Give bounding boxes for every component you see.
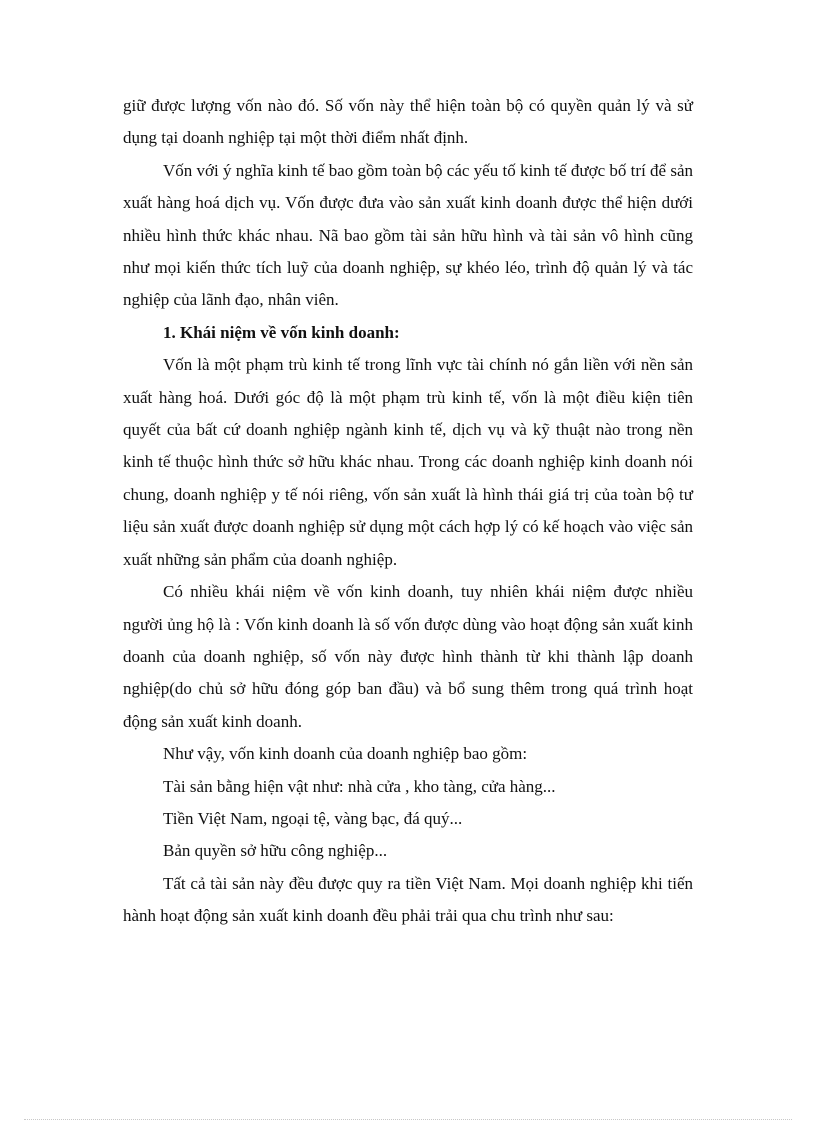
paragraph-business-capital-definition: Có nhiều khái niệm về vốn kinh doanh, tuy nhiên khái niệm được nhiều người ủng hộ là : Vốn kinh doanh là số vốn được dùng vào hoạt động sản xuất kinh doanh của doanh nghiệp, số vốn này được hình thành từ khi thành lập doanh nghiệp(do chủ sở hữu đóng góp ban đầu) và bổ sung thêm trong quá trình hoạt động sản xuất kinh doanh. [123,582,693,731]
paragraph-business-cycle-intro: Tất cả tài sản này đều được quy ra tiền Việt Nam. Mọi doanh nghiệp khi tiến hành hoạt động sản xuất kinh doanh đều phải trải qua chu trình như sau: [123,873,693,926]
paragraph-physical-assets: Tài sản bằng hiện vật như: nhà cửa , kho tàng, cửa hàng... [163,776,556,796]
paragraph-currency-assets: Tiền Việt Nam, ngoại tệ, vàng bạc, đá quý... [163,808,463,828]
paragraph-continuation: giữ được lượng vốn nào đó. Số vốn này thể hiện toàn bộ có quyền quản lý và sử dụng tại doanh nghiệp tại một thời điểm nhất định. [123,96,693,148]
paragraph-capital-includes-intro: Như vậy, vốn kinh doanh của doanh nghiệp bao gồm: [163,744,528,764]
paragraph-capital-economic-meaning: Vốn với ý nghĩa kinh tế bao gồm toàn bộ các yếu tố kinh tế được bố trí để sản xuất hàng hoá dịch vụ. Vốn được đưa vào sản xuất kinh doanh được thể hiện dưới nhiều hình thức khác nhau. Nã bao gồm tài sản hữu hình và tài sản vô hình cũng như mọi kiến thức tích luỹ của doanh nghiệp, sự khéo léo, trình độ quản lý và tác nghiệp của lãnh đạo, nhân viên. [123,160,693,310]
paragraph-industrial-property: Bản quyền sở hữu công nghiệp... [163,841,388,861]
document-body [123,90,693,933]
page-bottom-divider [24,1119,792,1120]
paragraph-capital-economic-category: Vốn là một phạm trù kinh tế trong lĩnh vực tài chính nó gắn liền với nền sản xuất hàng hoá. Dưới góc độ là một phạm trù kinh tế, vốn là một điều kiện tiên quyết của bất cứ doanh nghiệp ngành kinh tế, dịch vụ và kỹ thuật nào trong nền kinh tế thuộc hình thức sở hữu khác nhau. Trong các doanh nghiệp kinh doanh nói chung, doanh nghiệp y tế nói riêng, vốn sản xuất là hình thái giá trị của toàn bộ tư liệu sản xuất được doanh nghiệp sử dụng một cách hợp lý có kế hoạch vào việc sản xuất những sản phẩm của doanh nghiệp. [123,355,693,569]
section-heading-business-capital-concept: 1. Khái niệm về vốn kinh doanh: [163,322,400,342]
